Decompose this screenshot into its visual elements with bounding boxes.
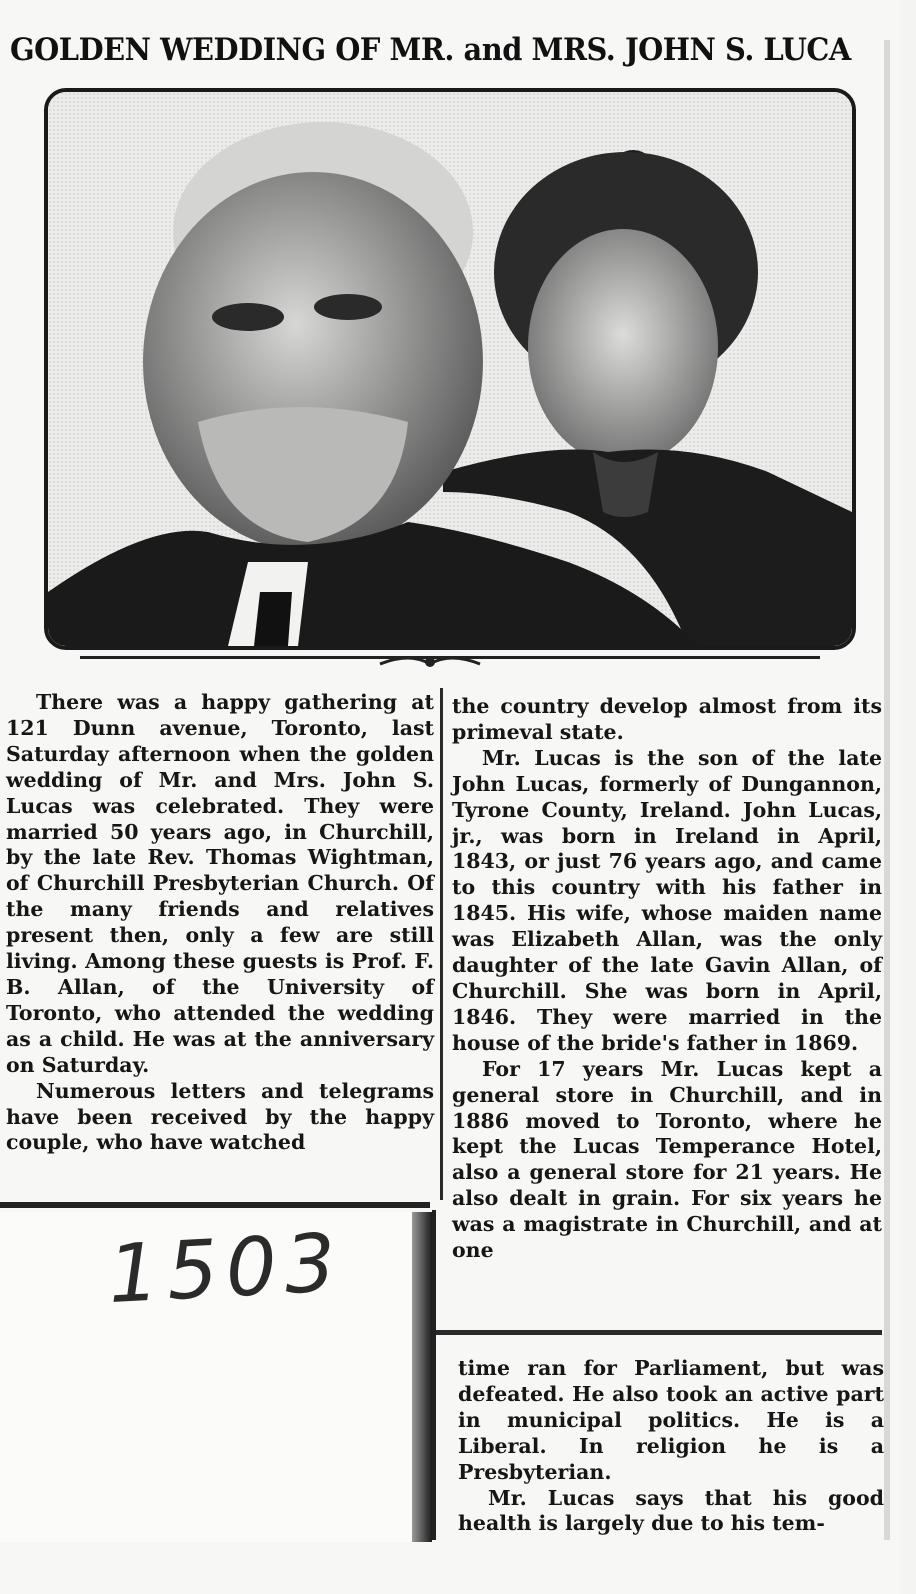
article-paragraph: There was a happy gathering at 121 Dunn avenue, Toronto, last Saturday afternoon when the golden wedding of Mr. and Mrs. John S. Lucas was celebrated. They were married 50 years ago, in Churchill, by the late Rev. Thomas Wightman, of Churchill Presbyterian Church. Of the many friends and relatives present then, only a few are still living. Among these guests is Prof. F. B. Allan, of the University of Toronto, who attended the wedding as a child. He was at the anniversary on Saturday. [6,690,434,1077]
article-column-left [6,690,434,1156]
couple-photo [44,88,856,650]
article-column-continued [458,1356,884,1537]
column-rule [432,1210,436,1540]
article-paragraph: Mr. Lucas is the son of the late John Lucas, formerly of Dungannon, Tyrone County, Ireland. John Lucas, jr., was born in Ireland in April, 1843, or just 76 years ago, and came to this country with his father in 1845. His wife, whose maiden name was Elizabeth Allan, was the only daughter of the late Gavin Allan, of Churchill. She was born in April, 1846. They were married in the house of the bride's father in 1869. [452,745,882,1055]
article-paragraph: the country develop almost from its primeval state. [452,694,882,744]
scan-shadow [412,1212,432,1542]
article-paragraph: time ran for Parliament, but was defeated. He also took an active part in municipal politics. He is a Liberal. In religion he is a Presbyterian. [458,1356,884,1484]
article-paragraph: Numerous letters and telegrams have been received by the happy couple, who have watched [6,1078,434,1155]
section-rule [436,1330,882,1335]
article-column-right [452,694,882,1264]
frame-ornament [80,652,820,670]
article-paragraph: Mr. Lucas says that his good health is largely due to his tem- [458,1485,884,1536]
section-rule [0,1202,430,1208]
column-rule [440,688,443,1200]
clipping-edge [884,40,890,1540]
headline: GOLDEN WEDDING OF MR. and MRS. JOHN S. LUCA [10,32,851,68]
article-paragraph: For 17 years Mr. Lucas kept a general store in Churchill, and in 1886 moved to Toronto, where he kept the Lucas Temperance Hotel, also a general store for 21 years. He also dealt in grain. For six years he was a magistrate in Churchill, and at one [452,1056,882,1263]
archive-number: 1503 [105,1215,346,1322]
couple-photo-image [48,92,852,646]
